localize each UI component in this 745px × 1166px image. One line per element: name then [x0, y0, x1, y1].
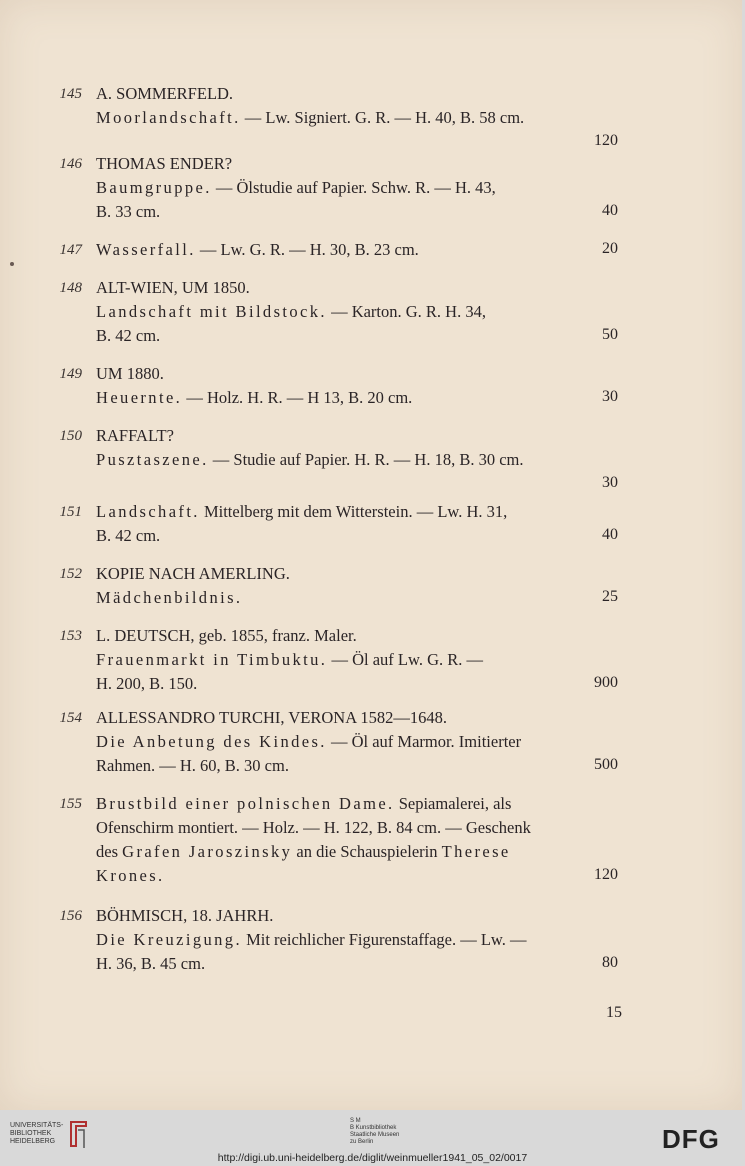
artwork-title: Heuernte.: [96, 388, 183, 407]
lot-price: 30: [602, 388, 618, 405]
lot-price: 20: [602, 240, 618, 257]
lot-number: 151: [59, 504, 82, 520]
line-text: B. 42 cm.: [96, 526, 161, 545]
line-text: Rahmen. — H. 60, B. 30 cm.: [96, 756, 289, 775]
entry-line: [96, 564, 618, 584]
artwork-title: Baumgruppe.: [96, 178, 212, 197]
lot-price: 900: [594, 674, 618, 691]
lot-number: 153: [59, 628, 82, 644]
line-text: ALT-WIEN, UM 1850.: [96, 278, 250, 297]
entry-line: [96, 388, 618, 408]
footer-bar: [0, 1110, 745, 1166]
lot-number: 147: [59, 242, 82, 258]
line-text: H. 200, B. 150.: [96, 674, 198, 693]
entry-line: [96, 526, 618, 546]
lot-number: 150: [59, 428, 82, 444]
artwork-title: Moorlandschaft.: [96, 108, 241, 127]
artwork-title: Mädchenbildnis.: [96, 588, 243, 607]
entry-line: [96, 202, 618, 222]
line-text: THOMAS ENDER?: [96, 154, 233, 173]
lot-number: 152: [59, 566, 82, 582]
lot-price: 40: [602, 202, 618, 219]
line-text: — Lw. Signiert. G. R. — H. 40, B. 58 cm.: [240, 108, 525, 127]
line-text: Mittelberg mit dem Witterstein. — Lw. H. 31,: [199, 502, 508, 521]
entry-line: [96, 954, 618, 974]
artwork-title: Pusztaszene.: [96, 450, 209, 469]
entry-line: [96, 450, 618, 470]
line-text: Mit reichlicher Figurenstaffage. — Lw. —: [241, 930, 527, 949]
artwork-title: Die Anbetung des Kindes.: [96, 732, 327, 751]
entry-line: [96, 588, 618, 608]
line-text: Ofenschirm montiert. — Holz. — H. 122, B. 84 cm. — Geschenk: [96, 818, 531, 837]
line-text: RAFFALT?: [96, 426, 174, 445]
museum-library-logo[interactable]: S M B Kunstbibliothek Staatliche Museen zu Berlin: [350, 1118, 400, 1145]
lot-number: 145: [59, 86, 82, 102]
entry-line: [96, 326, 618, 346]
lot-number: 149: [59, 366, 82, 382]
entry-line: [96, 650, 618, 670]
line-text: — Studie auf Papier. H. R. — H. 18, B. 30 cm.: [208, 450, 524, 469]
line-text: UM 1880.: [96, 364, 164, 383]
entry-line: [96, 426, 618, 446]
entry-line: [96, 818, 618, 838]
line-text: — Karton. G. R. H. 34,: [326, 302, 486, 321]
lot-price: 120: [594, 866, 618, 883]
line-text: B. 33 cm.: [96, 202, 161, 221]
entry-line: [96, 502, 618, 522]
artwork-title: Wasserfall.: [96, 240, 196, 259]
line-text: L. DEUTSCH, geb. 1855, franz. Maler.: [96, 626, 357, 645]
entry-line: [96, 364, 618, 384]
line-text: an die Schauspielerin: [292, 842, 442, 861]
artwork-title: Brustbild einer polnischen Dame.: [96, 794, 395, 813]
entry-line: [96, 626, 618, 646]
artwork-title: Krones.: [96, 866, 165, 885]
actress-name: Therese: [441, 842, 511, 861]
line-text: B. 42 cm.: [96, 326, 161, 345]
entry-line: [96, 240, 618, 260]
entry-line: [96, 866, 618, 886]
entry-line: [96, 674, 618, 694]
entry-line: [96, 302, 618, 322]
entry-line: [96, 154, 618, 174]
line-text: — Holz. H. R. — H 13, B. 20 cm.: [182, 388, 413, 407]
entry-line: [96, 732, 618, 752]
lot-number: 146: [59, 156, 82, 172]
entry-line: [96, 84, 618, 104]
entry-line: [96, 930, 618, 950]
lot-number: 156: [59, 908, 82, 924]
line-text: Sepiamalerei, als: [394, 794, 512, 813]
line-text: — Lw. G. R. — H. 30, B. 23 cm.: [195, 240, 419, 259]
entry-line: [96, 178, 618, 198]
line-text: H. 36, B. 45 cm.: [96, 954, 206, 973]
lot-price: 50: [602, 326, 618, 343]
line-text: A. SOMMERFELD.: [96, 84, 234, 103]
lot-number: 148: [59, 280, 82, 296]
artwork-title: Die Kreuzigung.: [96, 930, 242, 949]
line-text: — Öl auf Lw. G. R. —: [327, 650, 483, 669]
university-emblem-icon: [68, 1120, 90, 1150]
margin-mark: [10, 262, 14, 266]
entry-line: [96, 842, 618, 862]
line-text: des: [96, 842, 123, 861]
line-text: BÖHMISCH, 18. JAHRH.: [96, 906, 274, 925]
entry-line: [96, 108, 618, 128]
lot-number: 154: [59, 710, 82, 726]
lot-price: 120: [594, 132, 618, 149]
page-number: 15: [606, 1004, 622, 1021]
lot-number: 155: [59, 796, 82, 812]
entry-line: [96, 906, 618, 926]
entry-line: [96, 756, 618, 776]
artwork-title: Landschaft mit Bildstock.: [96, 302, 327, 321]
lot-price: 25: [602, 588, 618, 605]
entry-line: [96, 278, 618, 298]
line-text: KOPIE NACH AMERLING.: [96, 564, 290, 583]
university-library-logo[interactable]: UNIVERSITÄTS- BIBLIOTHEK HEIDELBERG: [10, 1122, 64, 1145]
dfg-logo[interactable]: DFG: [662, 1124, 720, 1154]
artwork-title: Grafen Jaroszinsky: [122, 842, 293, 861]
lot-price: 80: [602, 954, 618, 971]
artwork-title: Frauenmarkt in Timbuktu.: [96, 650, 328, 669]
line-text: — Ölstudie auf Papier. Schw. R. — H. 43,: [211, 178, 496, 197]
lot-price: 30: [602, 474, 618, 491]
lot-price: 40: [602, 526, 618, 543]
entry-line: [96, 708, 618, 728]
entry-line: [96, 794, 618, 814]
source-url-link[interactable]: http://digi.ub.uni-heidelberg.de/diglit/weinmueller1941_05_02/0017: [217, 1152, 528, 1164]
lot-price: 500: [594, 756, 618, 773]
artwork-title: Landschaft.: [96, 502, 200, 521]
line-text: — Öl auf Marmor. Imitierter: [326, 732, 522, 751]
line-text: ALLESSANDRO TURCHI, VERONA 1582—1648.: [96, 708, 447, 727]
